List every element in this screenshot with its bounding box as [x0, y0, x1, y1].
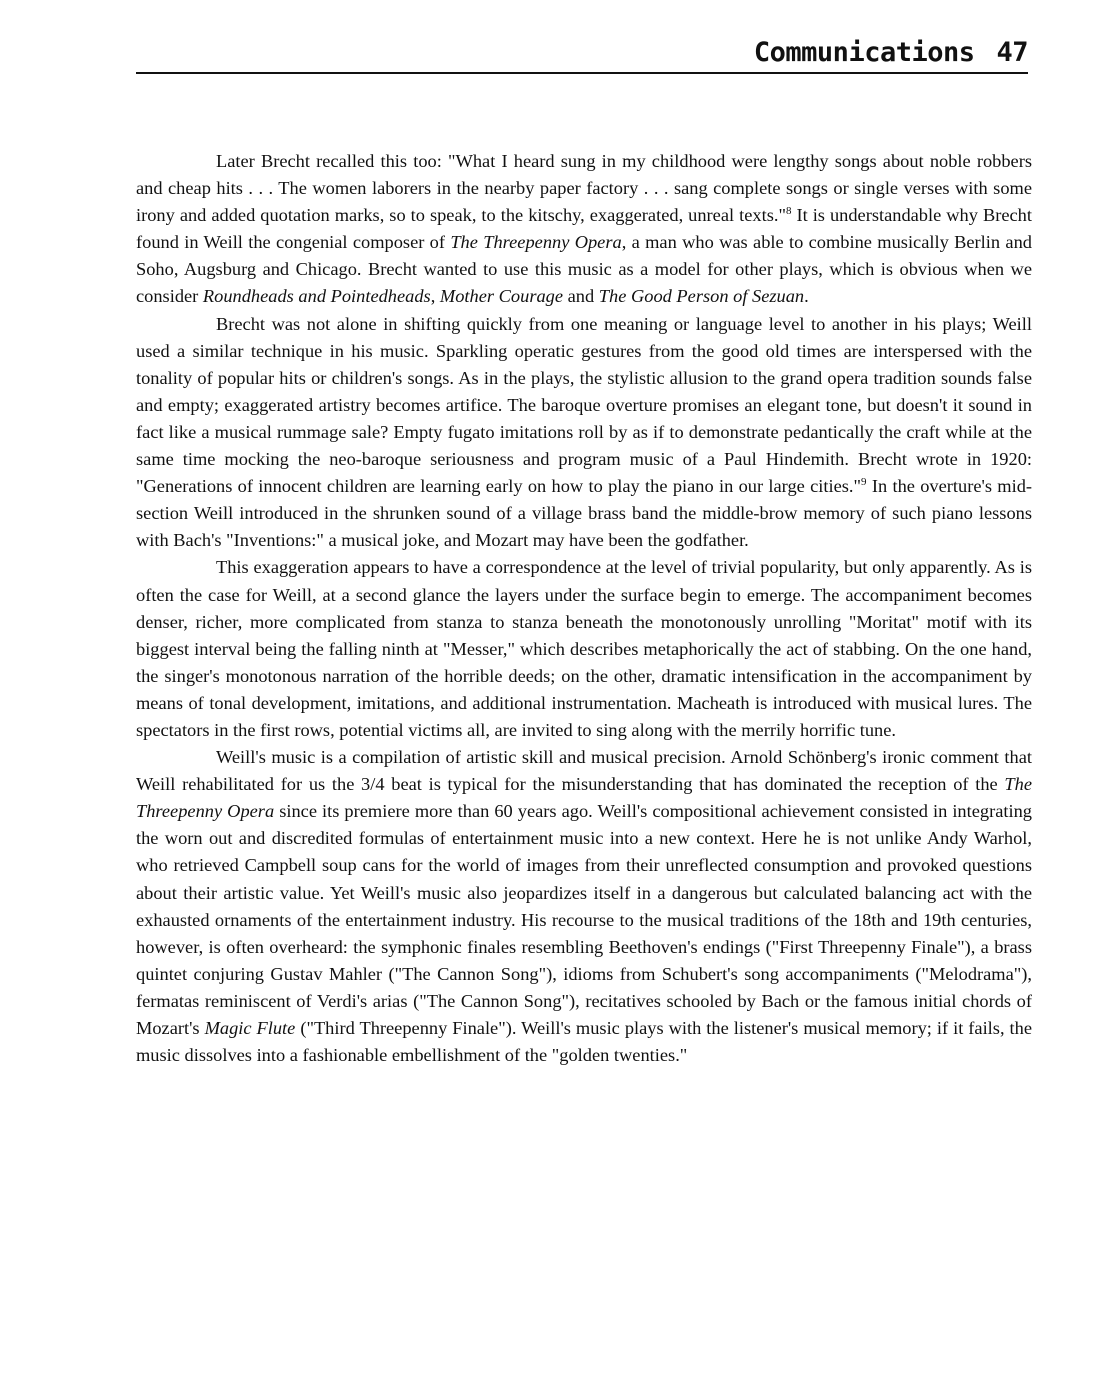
work-title: The Threepenny Opera — [136, 774, 1032, 822]
header-rule — [136, 72, 1028, 74]
paragraph — [136, 554, 1032, 744]
text-run: , — [430, 286, 440, 307]
work-title: Roundheads and Pointedheads — [202, 286, 431, 307]
article-body — [136, 148, 1032, 1069]
text-run: ("Third Threepenny Finale"). Weill's music plays with the listener's musical memory; if it fails, the music dissolves into a fashionable embellishment of the "golden twenties." — [136, 1018, 1032, 1066]
paragraph — [136, 311, 1032, 555]
work-title: The Threepenny Opera — [450, 232, 622, 253]
text-run: Weill's music is a compilation of artistic skill and musical precision. Arnold Schönberg's ironic comment that Weill rehabilitated for us the 3/4 beat is typical for the misunderstanding that has dominated the reception of the — [136, 747, 1032, 795]
page-number: 47 — [996, 37, 1028, 68]
text-run: Brecht was not alone in shifting quickly from one meaning or language level to another in his plays; Weill used a similar technique in his music. Sparkling operatic gestures from the good old times are interspersed with the tonality of popular hits or children's songs. As in the plays, the stylistic allusion to the grand opera tradition sounds false and empty; exaggerated artistry becomes artifice. The baroque overture promises an elegant tone, but doesn't it sound in fact like a musical rummage sale? Empty fugato imitations roll by as if to demonstrate pedantically the craft while at the same time mocking the neo-baroque seriousness and program music of a Paul Hindemith. Brecht wrote in 1920: "Generations of innocent children are learning early on how to play the piano in our large cities." — [136, 313, 1032, 497]
text-run: , a man who was able to combine musically Berlin and Soho, Augsburg and Chicago. Brecht wanted to use this music as a model for other plays, which is obvious when we consider — [136, 232, 1032, 307]
text-run: Later Brecht recalled this too: "What I heard sung in my childhood were lengthy songs about noble robbers and cheap hits . . . The women laborers in the nearby paper factory . . . sang complete songs or single verses with some irony and added quotation marks, so to speak, to the kitschy, exaggerated, unreal texts." — [136, 151, 1032, 226]
paragraph — [136, 148, 1032, 311]
section-title: Communications — [753, 37, 975, 68]
work-title: Magic Flute — [204, 1018, 296, 1038]
running-header — [136, 34, 1028, 72]
work-title: The Good Person of Sezuan — [598, 286, 805, 307]
footnote-ref: 8 — [785, 205, 792, 218]
paragraph — [136, 744, 1032, 1069]
text-run: This exaggeration appears to have a correspondence at the level of trivial popularity, but only apparently. As is often the case for Weill, at a second glance the layers under the surface begin to emerge. The accompaniment becomes denser, richer, more complicated from stanza to stanza beneath the monotonously unrolling "Moritat" motif with its biggest interval being the falling ninth at "Messer," which describes metaphorically the act of stabbing. On the one hand, the singer's monotonous narration of the horrible deeds; on the other, dramatic intensification in the accompaniment by means of tonal development, imitations, and additional instrumentation. Macheath is introduced with musical lures. The spectators in the first rows, potential victims all, are invited to sing along with the merrily horrific tune. — [136, 557, 1032, 740]
text-run: In the overture's mid-section Weill introduced in the shrunken sound of a village brass band the middle-brow memory of such piano lessons with Bach's "Inventions:" a musical joke, and Mozart may have been the godfather. — [136, 476, 1033, 551]
text-run: since its premiere more than 60 years ago. Weill's compositional achievement consisted in integrating the worn out and discredited formulas of entertainment music into a new context. Here he is not unlike Andy Warhol, who retrieved Campbell soup cans for the world of images from their unreflected consumption and provoked questions about their artistic value. Yet Weill's music also jeopardizes itself in a dangerous but calculated balancing act with the exhausted ornaments of the entertainment industry. His recourse to the musical traditions of the 18th and 19th centuries, however, is often overheard: the symphonic finales resembling Beethoven's endings ("First Threepenny Finale"), a brass quintet conjuring Gustav Mahler ("The Cannon Song"), idioms from Schubert's song accompaniments ("Melodrama"), fermatas reminiscent of Verdi's arias ("The Cannon Song"), recitatives schooled by Bach or the famous initial chords of Mozart's — [136, 801, 1032, 1038]
work-title: Mother Courage — [439, 286, 564, 307]
footnote-ref: 9 — [861, 476, 867, 489]
text-run: It is understandable why Brecht found in Weill the congenial composer of — [136, 205, 1032, 253]
text-run: . — [804, 286, 809, 307]
text-run: and — [563, 286, 599, 307]
